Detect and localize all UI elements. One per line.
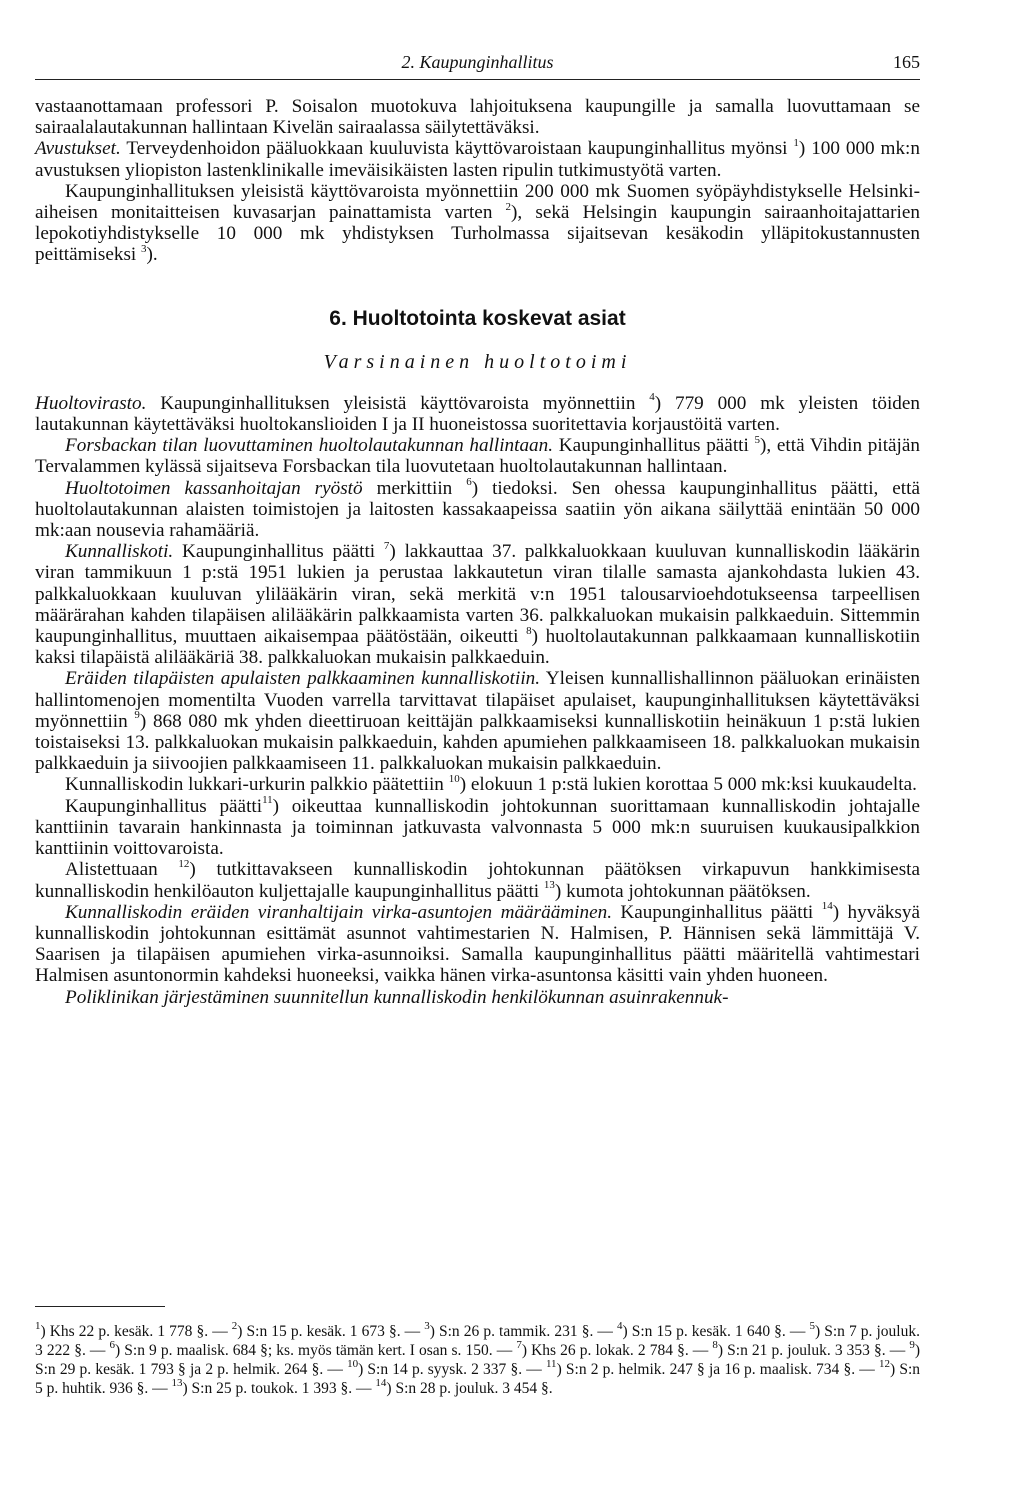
page-number: 165 (893, 52, 920, 72)
footnote-marker: 3 (424, 1319, 430, 1332)
footnote-ref: 5 (754, 433, 761, 446)
paragraph (35, 96, 920, 138)
footnote-entry: ) S:n 9 p. maalisk. 684 §; ks. myös tämän kert. I osan s. 150. — (115, 1342, 517, 1359)
footnote-ref: 13 (543, 879, 555, 892)
paragraph-heading: Avustukset. (35, 138, 121, 160)
footnote-ref: 1 (793, 137, 799, 150)
paragraph-text: Kaupunginhallitus päätti (173, 541, 384, 563)
running-header-title: 2. Kaupunginhallitus (401, 52, 554, 72)
paragraph-text: Terveydenhoidon pääluokkaan kuuluvista käyttövaroistaan kaupunginhallitus myönsi (120, 138, 794, 160)
footnote-ref: 7 (383, 539, 390, 552)
footnote-marker: 6 (109, 1338, 116, 1351)
footnote-marker: 5 (809, 1319, 815, 1332)
paragraph-text: vastaanottamaan professori P. Soisalon muotokuva lahjoituksena kaupungille ja samalla luovuttamaan se sairaalalautakunnan hallintaan Kivelän sairaalassa säilytettäväksi. (35, 96, 920, 139)
paragraph-text: Alistettuaan (65, 859, 179, 881)
footnote-ref: 6 (466, 476, 472, 489)
footnote-entry: ) S:n 7 p. jouluk. 3 222 §. — (35, 1323, 920, 1359)
paragraph-text: Kaupunginhallitus päätti (611, 901, 822, 923)
body-text (35, 96, 920, 1008)
paragraph-text: Kaupunginhallituksen yleisistä käyttövaroista myönnettiin 200 000 mk Suomen syöpäyhdistykselle Helsinki-aiheisen monitaitteisen kuvasarjan painattamista varten (35, 180, 920, 224)
footnote-marker: 4 (616, 1319, 623, 1332)
paragraph-text: ) tutkittavakseen kunnalliskodin johtokunnan päätöksen virkapuvun hankkimisesta kunnalliskodin henkilöauton kuljettajalle kaupunginhallitus päätti (35, 859, 921, 902)
paragraph-text: Kaupunginhallitus päätti (553, 435, 755, 457)
paragraph (35, 541, 920, 668)
footnote-ref: 11 (262, 794, 273, 807)
paragraph-text: Kaupunginhallituksen yleisistä käyttövaroista myönnettiin (146, 392, 650, 414)
footnote-marker: 10 (347, 1357, 359, 1370)
paragraph-text: ) tiedoksi. Sen ohessa kaupunginhallitus päätti, että huoltolautakunnan alaisten toimistojen ja laitosten kassakaapeissa saatiin yön aikana säilyttää enintään 50 000 mk:aan nousevia rahamääriä. (35, 477, 920, 542)
footnote-marker: 12 (878, 1357, 890, 1370)
footnote-ref: 2 (505, 200, 512, 213)
footnote-ref: 8 (526, 624, 532, 637)
paragraph-text: Kunnalliskodin lukkari-urkurin palkkio päätettiin (65, 774, 449, 796)
footnote-entry: ) S:n 25 p. toukok. 1 393 §. — (182, 1380, 376, 1397)
paragraph-text: ), sekä Helsingin kaupungin sairaanhoitajattarien lepokotiyhdistykselle 10 000 mk yhdistyksen Turholmassa sijaitsevan kesäkodin ylläpitokustannusten peittämiseksi (35, 202, 920, 266)
paragraph-text: Yleisen kunnallishallinnon pääluokan erinäisten hallintomenojen momentilta Vuoden varrella tarvittavat tilapäiset apulaiset, kaupunginhallituksen käytettäväksi myönnettiin (35, 668, 920, 732)
paragraph (35, 796, 920, 860)
footnotes (35, 1319, 921, 1398)
footnote-entry: ) S:n 15 p. kesäk. 1 640 §. — (622, 1323, 810, 1340)
paragraph (35, 668, 920, 774)
footnote-entry: ) S:n 5 p. huhtik. 936 §. — (35, 1361, 921, 1397)
paragraph-text: ) huoltolautakunnan palkkaamaan kunnalliskotiin kaksi tilapäistä alilääkäriä 38. palkkaluokan mukaisin palkkaeduin. (35, 626, 920, 669)
paragraph (35, 478, 920, 542)
footnote-marker: 8 (712, 1338, 718, 1351)
footnote-marker: 1 (35, 1319, 41, 1332)
footnote-entry: ) S:n 14 p. syysk. 2 337 §. — (358, 1361, 546, 1378)
section-title: 6. Huoltotointa koskevat asiat (329, 306, 626, 330)
paragraph (35, 902, 920, 987)
paragraph-heading: Huoltotoimen kassanhoitajan ryöstö (65, 477, 363, 499)
footnote-entry: ) Khs 26 p. lokak. 2 784 §. — (521, 1342, 713, 1359)
footnote-marker: 2 (231, 1319, 238, 1332)
footnote-entry: ) S:n 2 p. helmik. 247 § ja 16 p. maalisk. 734 §. — (556, 1361, 879, 1378)
footnote-ref: 9 (134, 709, 140, 722)
paragraph (35, 138, 920, 180)
footnote-rule (35, 1306, 165, 1307)
paragraph (35, 181, 920, 266)
footnote-ref: 4 (649, 391, 655, 404)
footnote-ref: 12 (178, 857, 190, 870)
paragraph-text: ) oikeuttaa kunnalliskodin johtokunnan suorittamaan kunnalliskodin johtajalle kanttiinin tavarain hankinnasta ja toiminnan jatkuvasta valvonnasta 5 000 mk:n suuruisen kuukausipalkkion kanttiinin voittovaroista. (35, 795, 920, 860)
paragraph-text: ) lakkauttaa 37. palkkaluokkaan kuuluvan kunnalliskodin lääkärin viran tammikuun 1 p:stä 1951 lukien ja perustaa lakkautetun viran tilalle samasta ajankohdasta lukien 43. palkkaluokkaan kuuluvan ylilääkärin viran, sekä merkitä v:n 1951 talousarvioehdotukseensa tarpeellisen määrärahan kahden tilapäisen alilääkärin palkkaamista varten 36. palkkaluokan mukaisin palkkaeduin. Sittemmin kaupunginhallitus, muuttaen aikaisempaa päätöstään, oikeutti (35, 541, 920, 648)
paragraph-heading: Eräiden tilapäisten apulaisten palkkaaminen kunnalliskotiin. (65, 668, 541, 690)
paragraph-text: ) 868 080 mk yhden dieettiruoan keittäjän palkkaamiseksi kunnalliskotiin heinäkuun 1 p:stä lukien toistaiseksi 13. palkkaluokan mukaisin palkkaeduin, kahden apumiehen palkkaamiseen 18. palkkaluokan mukaisin palkkaeduin ja siivoojien palkkaamiseen 11. palkkaluokan mukaisin palkkaeduin. (35, 710, 921, 775)
footnote-marker: 13 (171, 1376, 183, 1389)
footnote-ref: 3 (141, 243, 147, 256)
paragraph (35, 393, 920, 435)
footnote-marker: 7 (516, 1338, 522, 1351)
paragraph-text: ). (146, 244, 158, 266)
paragraph-heading: Forsbackan tilan luovuttaminen huoltolautakunnan hallintaan. (65, 435, 554, 457)
paragraph-heading: Kunnalliskoti. (65, 541, 174, 563)
footnote-entry: ) S:n 21 p. jouluk. 3 353 §. — (717, 1342, 910, 1359)
paragraph-heading: Huoltovirasto. (35, 392, 147, 414)
header-rule (35, 79, 920, 80)
paragraph (35, 859, 920, 901)
paragraph-text: merkittiin (362, 477, 467, 499)
footnote-text (35, 1319, 921, 1398)
footnote-ref: 10 (448, 773, 460, 786)
paragraph-text: ) elokuun 1 p:stä lukien korottaa 5 000 mk:ksi kuukaudelta. (459, 774, 917, 796)
footnote-marker: 14 (375, 1376, 387, 1389)
footnote-entry: ) Khs 22 p. kesäk. 1 778 §. — (40, 1323, 232, 1340)
paragraph-text: ), että Vihdin pitäjän Tervalammen kylässä sijaitseva Forsbackan tila luovutetaan huoltolautakunnan hallintaan. (35, 435, 920, 478)
paragraph (35, 987, 920, 1008)
footnote-entry: ) S:n 15 p. kesäk. 1 673 §. — (237, 1323, 425, 1340)
footnote-marker: 9 (909, 1338, 915, 1351)
paragraph-text: ) kumota johtokunnan päätöksen. (554, 880, 811, 902)
paragraph-text: ) 100 000 mk:n avustuksen yliopiston lastenklinikalle imeväisikäisten lasten ripulin tutkimustyötä varten. (35, 138, 920, 181)
paragraph-text: ) 779 000 mk yleisten töiden lautakunnan käytettäväksi huoltokanslioiden I ja II huoneistossa suoritettavia korjaustöitä varten. (35, 392, 920, 436)
paragraph-heading: Kunnalliskodin eräiden viranhaltijain virka-asuntojen määrääminen. (65, 901, 612, 923)
paragraph-heading: Poliklinikan järjestäminen suunnitellun kunnalliskodin henkilökunnan asuinrakennuk- (65, 986, 729, 1008)
footnote-entry: ) S:n 29 p. kesäk. 1 793 § ja 2 p. helmik. 264 §. — (35, 1342, 921, 1378)
paragraph-text: Kaupunginhallitus päätti (65, 795, 263, 817)
footnote-entry: ) S:n 26 p. tammik. 231 §. — (429, 1323, 617, 1340)
paragraph-text: ) hyväksyä kunnalliskodin johtokunnan esittämät asunnot vahtimestarien N. Halmisen, P. Hännisen sekä lämmittäjä V. Saarisen ja tilapäisen apumiehen virka-asunnoiksi. Samalla kaupunginhallitus päätti määritellä vahtimestari Halmisen asuntonormin kahdeksi huoneeksi, vaikka hänen virka-asuntonsa käsitti vain yhden huoneen. (35, 901, 921, 987)
section-subtitle: Varsinainen huoltotoimi (323, 350, 632, 373)
paragraph (35, 774, 920, 795)
footnote-entry: ) S:n 28 p. jouluk. 3 454 §. (386, 1380, 553, 1397)
footnote-marker: 11 (545, 1357, 557, 1370)
running-header (35, 52, 920, 80)
paragraph (35, 435, 920, 477)
footnote-ref: 14 (821, 900, 833, 913)
